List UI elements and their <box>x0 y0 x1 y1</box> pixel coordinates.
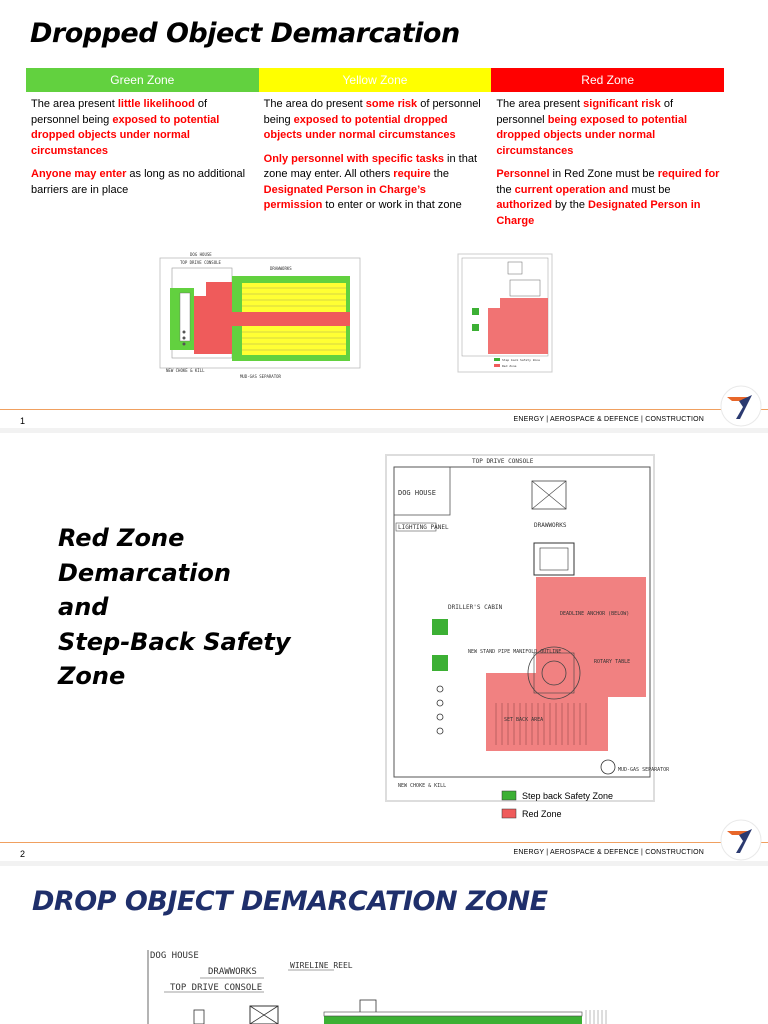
emphasis-text: exposed to potential dropped objects under normal circumstances <box>31 113 220 157</box>
svg-text:Red Zone: Red Zone <box>502 364 517 368</box>
v-logo-icon <box>718 817 764 863</box>
slide-3 <box>0 866 768 1024</box>
svg-text:NEW CHOKE & KILL: NEW CHOKE & KILL <box>166 368 205 373</box>
slide-1 <box>0 0 768 428</box>
emphasis-text: some risk <box>365 98 418 110</box>
deadline-anchor-label: DEADLINE ANCHOR (BELOW) <box>560 611 630 617</box>
body-text: of personnel <box>496 98 674 126</box>
green-zone-description <box>31 97 255 159</box>
new-stand-pipe-label: NEW STAND PIPE MANIFOLD OUTLINE <box>468 649 562 655</box>
slide-2 <box>0 433 768 861</box>
body-text: in that zone may enter. All others <box>263 152 478 180</box>
red-zone-access <box>496 167 720 229</box>
title-line: Demarcation <box>58 558 231 587</box>
svg-text:MUD-GAS SEPARATOR: MUD-GAS SEPARATOR <box>240 374 281 379</box>
zone-table <box>26 68 724 229</box>
emphasis-text: exposed to potential dropped objects under normal circumstances <box>263 113 456 141</box>
yellow-zone-description <box>264 97 488 144</box>
v-logo-icon <box>718 383 764 429</box>
yellow-zone-header: Yellow Zone <box>259 68 492 92</box>
rotary-table-label: ROTARY TABLE <box>594 659 631 665</box>
yellow-zone-cell <box>259 92 492 229</box>
emphasis-text: significant risk <box>583 98 661 110</box>
dog-house-label: DOG HOUSE <box>150 951 199 961</box>
drop-object-floor-plan <box>134 944 634 1024</box>
svg-text:DRAWWORKS: DRAWWORKS <box>270 266 292 271</box>
footer-text: ENERGY | AEROSPACE & DEFENCE | CONSTRUCTION <box>513 416 704 423</box>
green-zone-cell <box>26 92 259 229</box>
body-text: by the <box>551 199 589 211</box>
footer-text: ENERGY | AEROSPACE & DEFENCE | CONSTRUCTION <box>513 849 704 856</box>
red-zone-description <box>496 97 720 159</box>
emphasis-text: Designated Person in Charge’s permission <box>263 183 426 211</box>
body-text: the <box>430 168 449 180</box>
legend-step-back-label: Step back Safety Zone <box>522 791 614 801</box>
title-line: and <box>58 593 109 621</box>
emphasis-text: little likelihood <box>117 98 195 110</box>
legend-swatch-step-back <box>502 791 516 800</box>
yellow-zone-access <box>264 152 488 214</box>
drawworks-label: DRAWWORKS <box>534 522 567 529</box>
svg-text:TOP DRIVE CONSOLE: TOP DRIVE CONSOLE <box>180 260 221 265</box>
red-zone-header: Red Zone <box>491 68 724 92</box>
slide-title: DROP OBJECT DEMARCATION ZONE <box>32 886 548 917</box>
body-text: The area do present <box>263 98 366 110</box>
emphasis-text: being exposed to potential dropped objects under normal circumstances <box>496 113 688 157</box>
legend-red-zone <box>500 807 620 821</box>
lighting-panel-label: LIGHTING PANEL <box>398 524 449 531</box>
red-zone-cell <box>491 92 724 229</box>
green-zone-access <box>31 167 255 198</box>
drillers-cabin-label: DRILLER'S CABIN <box>448 604 503 611</box>
set-back-area-label: SET BACK AREA <box>504 717 544 723</box>
body-text: of personnel being <box>31 98 208 126</box>
top-drive-console-label: TOP DRIVE CONSOLE <box>472 458 534 465</box>
legend-swatch-red-zone <box>502 809 516 818</box>
rig-floor-zone-diagram <box>150 248 380 396</box>
body-text: to enter or work in that zone <box>322 199 462 211</box>
title-line: Red Zone <box>58 524 185 552</box>
body-text: of personnel being <box>263 98 481 126</box>
body-text: The area present <box>31 98 118 110</box>
dog-house-label: DOG HOUSE <box>398 489 436 497</box>
page-number: 1 <box>20 416 26 426</box>
legend-red-zone-label: Red Zone <box>522 809 562 819</box>
body-text: the <box>496 183 515 196</box>
emphasis-text: require <box>393 168 431 180</box>
emphasis-text: Personnel <box>496 168 550 180</box>
emphasis-text: required for <box>657 168 720 180</box>
title-line: Zone <box>58 662 126 690</box>
drawworks-label: DRAWWORKS <box>208 967 257 977</box>
emphasis-text: authorized <box>496 199 552 211</box>
top-drive-console-label: TOP DRIVE CONSOLE <box>170 983 263 993</box>
emphasis-text: current operation and <box>514 183 629 196</box>
red-zone-mini-diagram <box>458 254 552 372</box>
body-text: must be <box>628 183 671 196</box>
title-line: Step-Back Safety <box>58 627 291 656</box>
page-number: 2 <box>20 849 26 859</box>
wireline-reel-label: WIRELINE REEL <box>290 961 353 970</box>
red-zone-floor-plan <box>384 453 670 803</box>
new-choke-kill-label: NEW CHOKE & KILL <box>398 783 447 789</box>
body-text: The area present <box>496 98 584 110</box>
svg-text:DOG HOUSE: DOG HOUSE <box>190 252 212 257</box>
slide-title: Dropped Object Demarcation <box>30 18 460 49</box>
emphasis-text: Anyone may enter <box>31 168 127 180</box>
emphasis-text: Designated Person in Charge <box>496 199 701 227</box>
emphasis-text: Only personnel with specific tasks <box>263 152 444 165</box>
mud-gas-separator-label: MUD-GAS SEPARATOR <box>618 767 670 773</box>
slide-title <box>58 521 291 694</box>
body-text: in Red Zone must be <box>549 168 658 180</box>
body-text: as long as no additional barriers are in place <box>31 168 246 196</box>
svg-text:Step back Safety Zone: Step back Safety Zone <box>502 358 540 362</box>
green-zone-header: Green Zone <box>26 68 259 92</box>
